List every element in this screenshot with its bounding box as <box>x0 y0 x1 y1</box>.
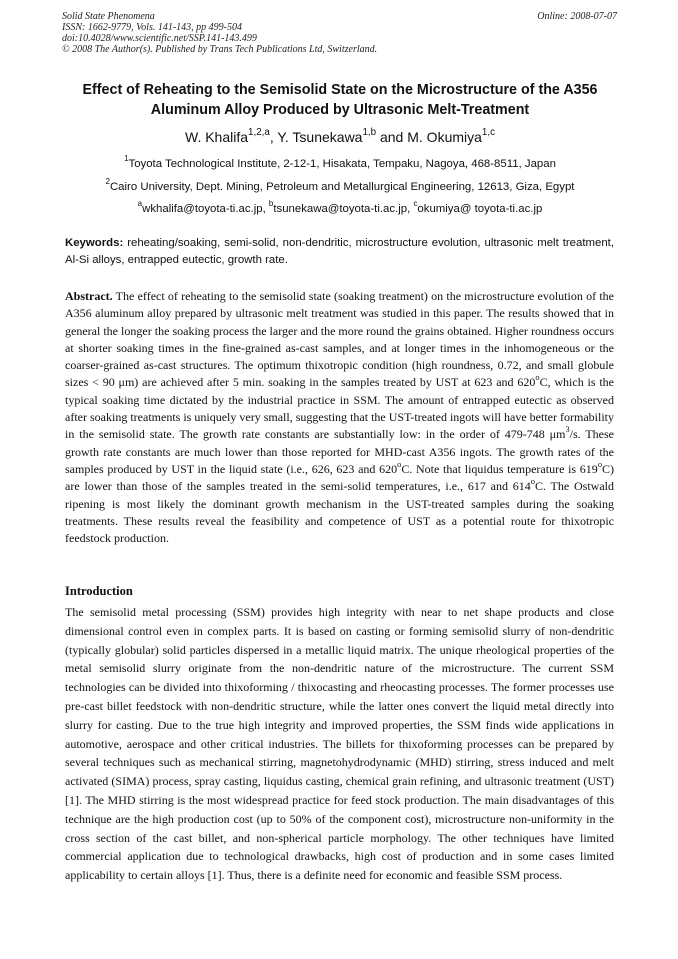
author-name: W. Khalifa <box>185 129 249 145</box>
introduction-heading: Introduction <box>65 584 133 598</box>
affiliation-mark: 1 <box>124 154 129 164</box>
journal-doi: doi:10.4028/www.scientific.net/SSP.141-143.499 <box>62 33 257 44</box>
abstract-label: Abstract. <box>65 289 113 303</box>
author-name: M. Okumiya <box>407 129 482 145</box>
email-address: okumiya@ toyota-ti.ac.jp <box>417 203 543 215</box>
keywords-label: Keywords: <box>65 237 124 249</box>
author-affiliation-mark: 1,2,a <box>248 126 270 138</box>
journal-header <box>62 11 617 55</box>
abstract-text: C. Note that liquidus temperature is 619 <box>401 461 598 476</box>
abstract-text: /s. These growth rate constants are much lower than those reported for MHD-cast A356 ingots. The growth rates of the samples produced by UST in the liquid state (i.e., 626, 623 and 620 <box>65 427 614 476</box>
email-mark: a <box>137 199 143 209</box>
email-mark: c <box>413 199 418 209</box>
author-affiliation-mark: 1,b <box>362 126 377 138</box>
author-list <box>60 128 620 146</box>
online-date: Online: 2008-07-07 <box>537 11 617 22</box>
degree-mark: o <box>535 373 540 383</box>
abstract-block <box>65 288 614 547</box>
degree-mark: o <box>397 459 402 469</box>
copyright-notice: © 2008 The Author(s). Published by Trans Tech Publications Ltd, Switzerland. <box>62 44 378 55</box>
exponent-mark: 3 <box>565 425 570 435</box>
abstract-text: C) are lower than those of the samples treated in the semi-solid temperatures, i.e., 617 and 614 <box>65 461 614 494</box>
author-separator: , <box>269 129 278 145</box>
affiliation-text: Toyota Technological Institute, 2-12-1, Hisakata, Tempaku, Nagoya, 468-8511, Japan <box>128 158 556 170</box>
email-address: tsunekawa@toyota-ti.ac.jp, <box>273 203 414 215</box>
abstract-text: C. The Ostwald ripening is most likely the dominant growth mechanism in the UST-treated samples during the soaking treatments. These results reveal the feasibility and competence of UST as a potential route for thixotropic feedstock production. <box>65 479 614 546</box>
journal-issn: ISSN: 1662-9779, Vols. 141-143, pp 499-504 <box>62 22 242 33</box>
author-emails <box>60 199 620 216</box>
abstract-text: C, which is the typical soaking time dictated by the industrial practice in SSM. The amount of entrapped eutectic as observed after soaking treatments is uniquely very small, suggesting that the UST-treated ingots will have better formability in the semisolid state. The growth rate constants are substantially low: in the order of 479-748 μm <box>65 375 615 442</box>
author-name: Y. Tsunekawa <box>277 129 363 145</box>
author-affiliation-mark: 1,c <box>481 126 495 138</box>
paper-title: Effect of Reheating to the Semisolid State on the Microstructure of the A356 Aluminum Alloy Produced by Ultrasonic Melt-Treatment <box>82 82 598 118</box>
degree-mark: o <box>530 477 535 487</box>
keywords-text: reheating/soaking, semi-solid, non-dendritic, microstructure evolution, ultrasonic melt treatment, Al-Si alloys, entrapped eutectic, growth rate. <box>65 237 614 266</box>
abstract-text: The effect of reheating to the semisolid state (soaking treatment) on the microstructure evolution of the A356 aluminum alloy prepared by ultrasonic melt treatment was studied in this paper. The results showed that in general the longer the soaking process the larger and the more round the grains obtained. Higher roundness occurs at shorter soaking times in the fine-grained as-cast samples, and at longer times in the inhomogeneous or the coarser-grained as-cast structures. The optimum thixotropic condition (high roundness, 0.72, and small globule sizes < 90 μm) are achieved after 5 min. soaking in the samples treated by UST at 623 and 620 <box>65 289 614 390</box>
affiliation-1 <box>60 154 620 171</box>
degree-mark: o <box>597 459 602 469</box>
email-address: wkhalifa@toyota-ti.ac.jp, <box>142 203 269 215</box>
introduction-text: The semisolid metal processing (SSM) provides high integrity with near to net shape products and close dimensional control even in complex parts. It is based on casting or forming semisolid slurry of non-dendritic (typically globular) solid particles dispersed in a metallic liquid matrix. The unique rheological properties of the metal semisolid slurry originate from the non-dendritic nature of the microstructure. The current SSM technologies can be divided into thixoforming / thixocasting and rheocasting processes. The former processes use pre-cast billet feedstock with non-dendritic structure, while the latter ones convert the liquid metal directly into slurry for casting. Due to the true high integrity and improved properties, the SSM finds wide applications in automotive, aerospace and other critical industries. The billets for thixoforming processes can be prepared by several techniques such as mechanical stirring, magnetohydrodynamic (MHD) stirring, stress induced and melt activated (SIMA) process, spray casting, liquidus casting, chemical grain refining, and ultrasonic treatment (UST) [1]. The MHD stirring is the most widespread practice for feed stock production. The main disadvantages of this technique are the high production cost (up to 50% of the component cost), microstructure non-uniformity in the cross section of the cast billet, and non-spherical particle morphology. The other techniques have limited commercial application due to technological drawbacks, high cost of production and in some cases limited applicability to certain alloys [1]. Thus, there is a definite need for economic and feasible SSM process. <box>65 605 614 883</box>
affiliation-text: Cairo University, Dept. Mining, Petroleum and Metallurgical Engineering, 12613, Giza, Egypt <box>109 181 575 193</box>
affiliation-2 <box>60 177 620 194</box>
email-mark: b <box>268 199 274 209</box>
affiliation-mark: 2 <box>105 177 110 187</box>
author-separator: and <box>376 129 408 145</box>
keywords-block <box>65 235 614 269</box>
journal-name: Solid State Phenomena <box>62 11 155 22</box>
